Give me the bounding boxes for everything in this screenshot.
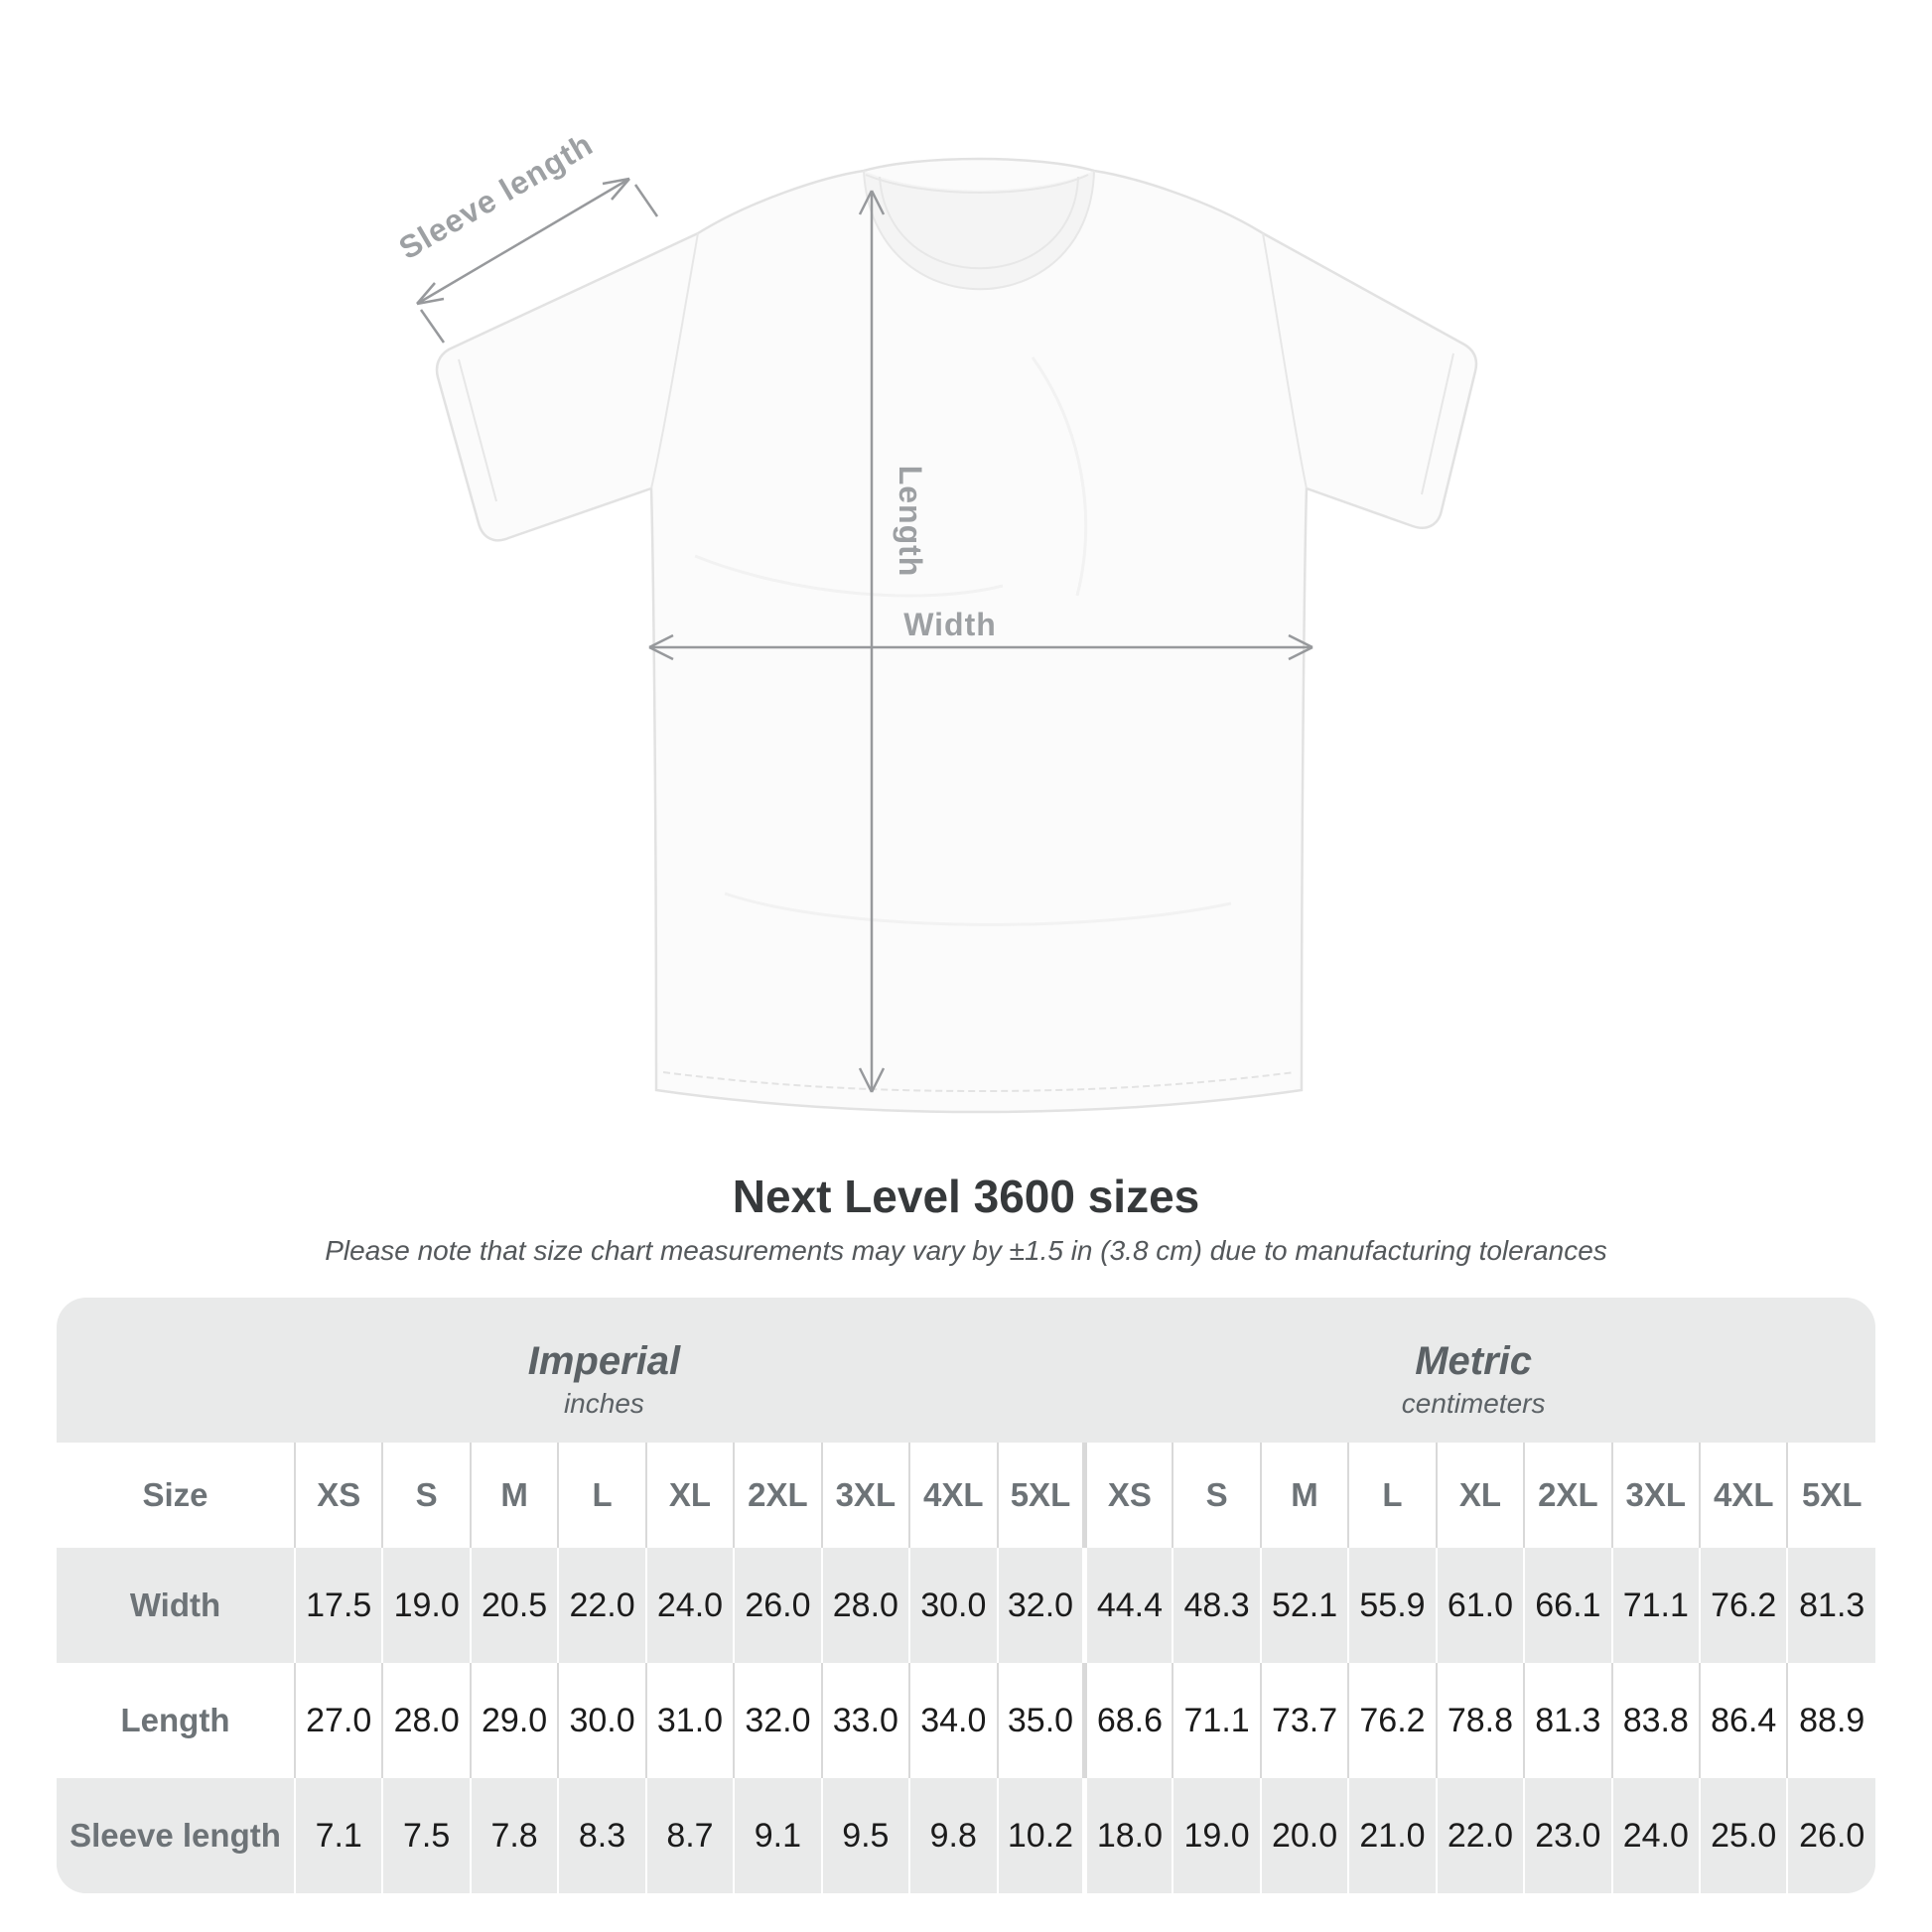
value-cell: 81.3 [1524,1663,1611,1778]
value-cell: 55.9 [1348,1548,1436,1663]
value-cell: 24.0 [1612,1778,1700,1893]
value-cell: 31.0 [646,1663,734,1778]
value-cell: 81.3 [1787,1548,1875,1663]
value-cell: 28.0 [382,1663,470,1778]
value-cell: 44.4 [1085,1548,1173,1663]
size-table [57,1443,1875,1893]
value-cell: 30.0 [558,1663,645,1778]
value-cell: 9.8 [909,1778,997,1893]
value-cell: 35.0 [998,1663,1085,1778]
value-cell: 71.1 [1612,1548,1700,1663]
value-cell: 66.1 [1524,1548,1611,1663]
value-cell: 22.0 [558,1548,645,1663]
value-cell: 8.3 [558,1778,645,1893]
size-chart-panel [57,1298,1875,1893]
value-cell: 8.7 [646,1778,734,1893]
measurement-row [57,1548,1875,1663]
size-header-cell: 2XL [734,1443,821,1548]
value-cell: 7.5 [382,1778,470,1893]
size-header-cell: 3XL [822,1443,909,1548]
value-cell: 20.5 [471,1548,558,1663]
size-header-cell: S [382,1443,470,1548]
size-column-header: Size [142,1476,208,1513]
imperial-title: Imperial [527,1339,681,1383]
value-cell: 7.8 [471,1778,558,1893]
sleeve-length-label: Sleeve length [392,125,600,267]
value-cell: 73.7 [1261,1663,1348,1778]
metric-unit-label: centimeters [1401,1388,1546,1419]
size-header-row [57,1443,1875,1548]
size-header-cell: XL [646,1443,734,1548]
value-cell: 32.0 [998,1548,1085,1663]
value-cell: 9.1 [734,1778,821,1893]
value-cell: 30.0 [909,1548,997,1663]
value-cell: 21.0 [1348,1778,1436,1893]
value-cell: 26.0 [734,1548,821,1663]
size-header-cell: 5XL [998,1443,1085,1548]
size-header-cell: XL [1437,1443,1524,1548]
size-header-cell: 2XL [1524,1443,1611,1548]
value-cell: 27.0 [295,1663,382,1778]
value-cell: 83.8 [1612,1663,1700,1778]
value-cell: 86.4 [1700,1663,1787,1778]
size-header-cell: M [471,1443,558,1548]
tolerance-note: Please note that size chart measurements may vary by ±1.5 in (3.8 cm) due to manufacturing tolerances [325,1235,1607,1266]
value-cell: 7.1 [295,1778,382,1893]
size-header-cell: 4XL [1700,1443,1787,1548]
value-cell: 18.0 [1085,1778,1173,1893]
value-cell: 33.0 [822,1663,909,1778]
value-cell: 71.1 [1173,1663,1260,1778]
value-cell: 25.0 [1700,1778,1787,1893]
value-cell: 88.9 [1787,1663,1875,1778]
measurement-label-cell: Width [129,1587,221,1623]
value-cell: 17.5 [295,1548,382,1663]
measurement-row [57,1663,1875,1778]
metric-unit-group [1402,1337,1546,1423]
size-header-cell: 4XL [909,1443,997,1548]
value-cell: 61.0 [1437,1548,1524,1663]
value-cell: 48.3 [1173,1548,1260,1663]
value-cell: 68.6 [1085,1663,1173,1778]
value-cell: 34.0 [909,1663,997,1778]
value-cell: 29.0 [471,1663,558,1778]
width-label: Width [903,607,997,642]
size-header-cell: 5XL [1787,1443,1875,1548]
size-header-cell: L [1348,1443,1436,1548]
value-cell: 32.0 [734,1663,821,1778]
size-header-cell: S [1173,1443,1260,1548]
size-header-cell: 3XL [1612,1443,1700,1548]
value-cell: 28.0 [822,1548,909,1663]
value-cell: 19.0 [1173,1778,1260,1893]
value-cell: 10.2 [998,1778,1085,1893]
value-cell: 23.0 [1524,1778,1611,1893]
size-header-cell: L [558,1443,645,1548]
value-cell: 22.0 [1437,1778,1524,1893]
imperial-unit-group [528,1337,680,1423]
metric-title: Metric [1415,1339,1533,1383]
value-cell: 26.0 [1787,1778,1875,1893]
size-header-cell: XS [295,1443,382,1548]
imperial-unit-label: inches [563,1388,644,1419]
measurement-row [57,1778,1875,1893]
value-cell: 20.0 [1261,1778,1348,1893]
value-cell: 52.1 [1261,1548,1348,1663]
value-cell: 9.5 [822,1778,909,1893]
unit-headers [57,1298,1875,1443]
length-label: Length [893,465,928,578]
value-cell: 19.0 [382,1548,470,1663]
measurement-label-cell: Length [120,1702,230,1738]
value-cell: 76.2 [1348,1663,1436,1778]
page-title: Next Level 3600 sizes [732,1171,1200,1222]
value-cell: 78.8 [1437,1663,1524,1778]
value-cell: 76.2 [1700,1548,1787,1663]
measurement-label-cell: Sleeve length [69,1817,281,1854]
value-cell: 24.0 [646,1548,734,1663]
size-header-cell: XS [1085,1443,1173,1548]
size-header-cell: M [1261,1443,1348,1548]
